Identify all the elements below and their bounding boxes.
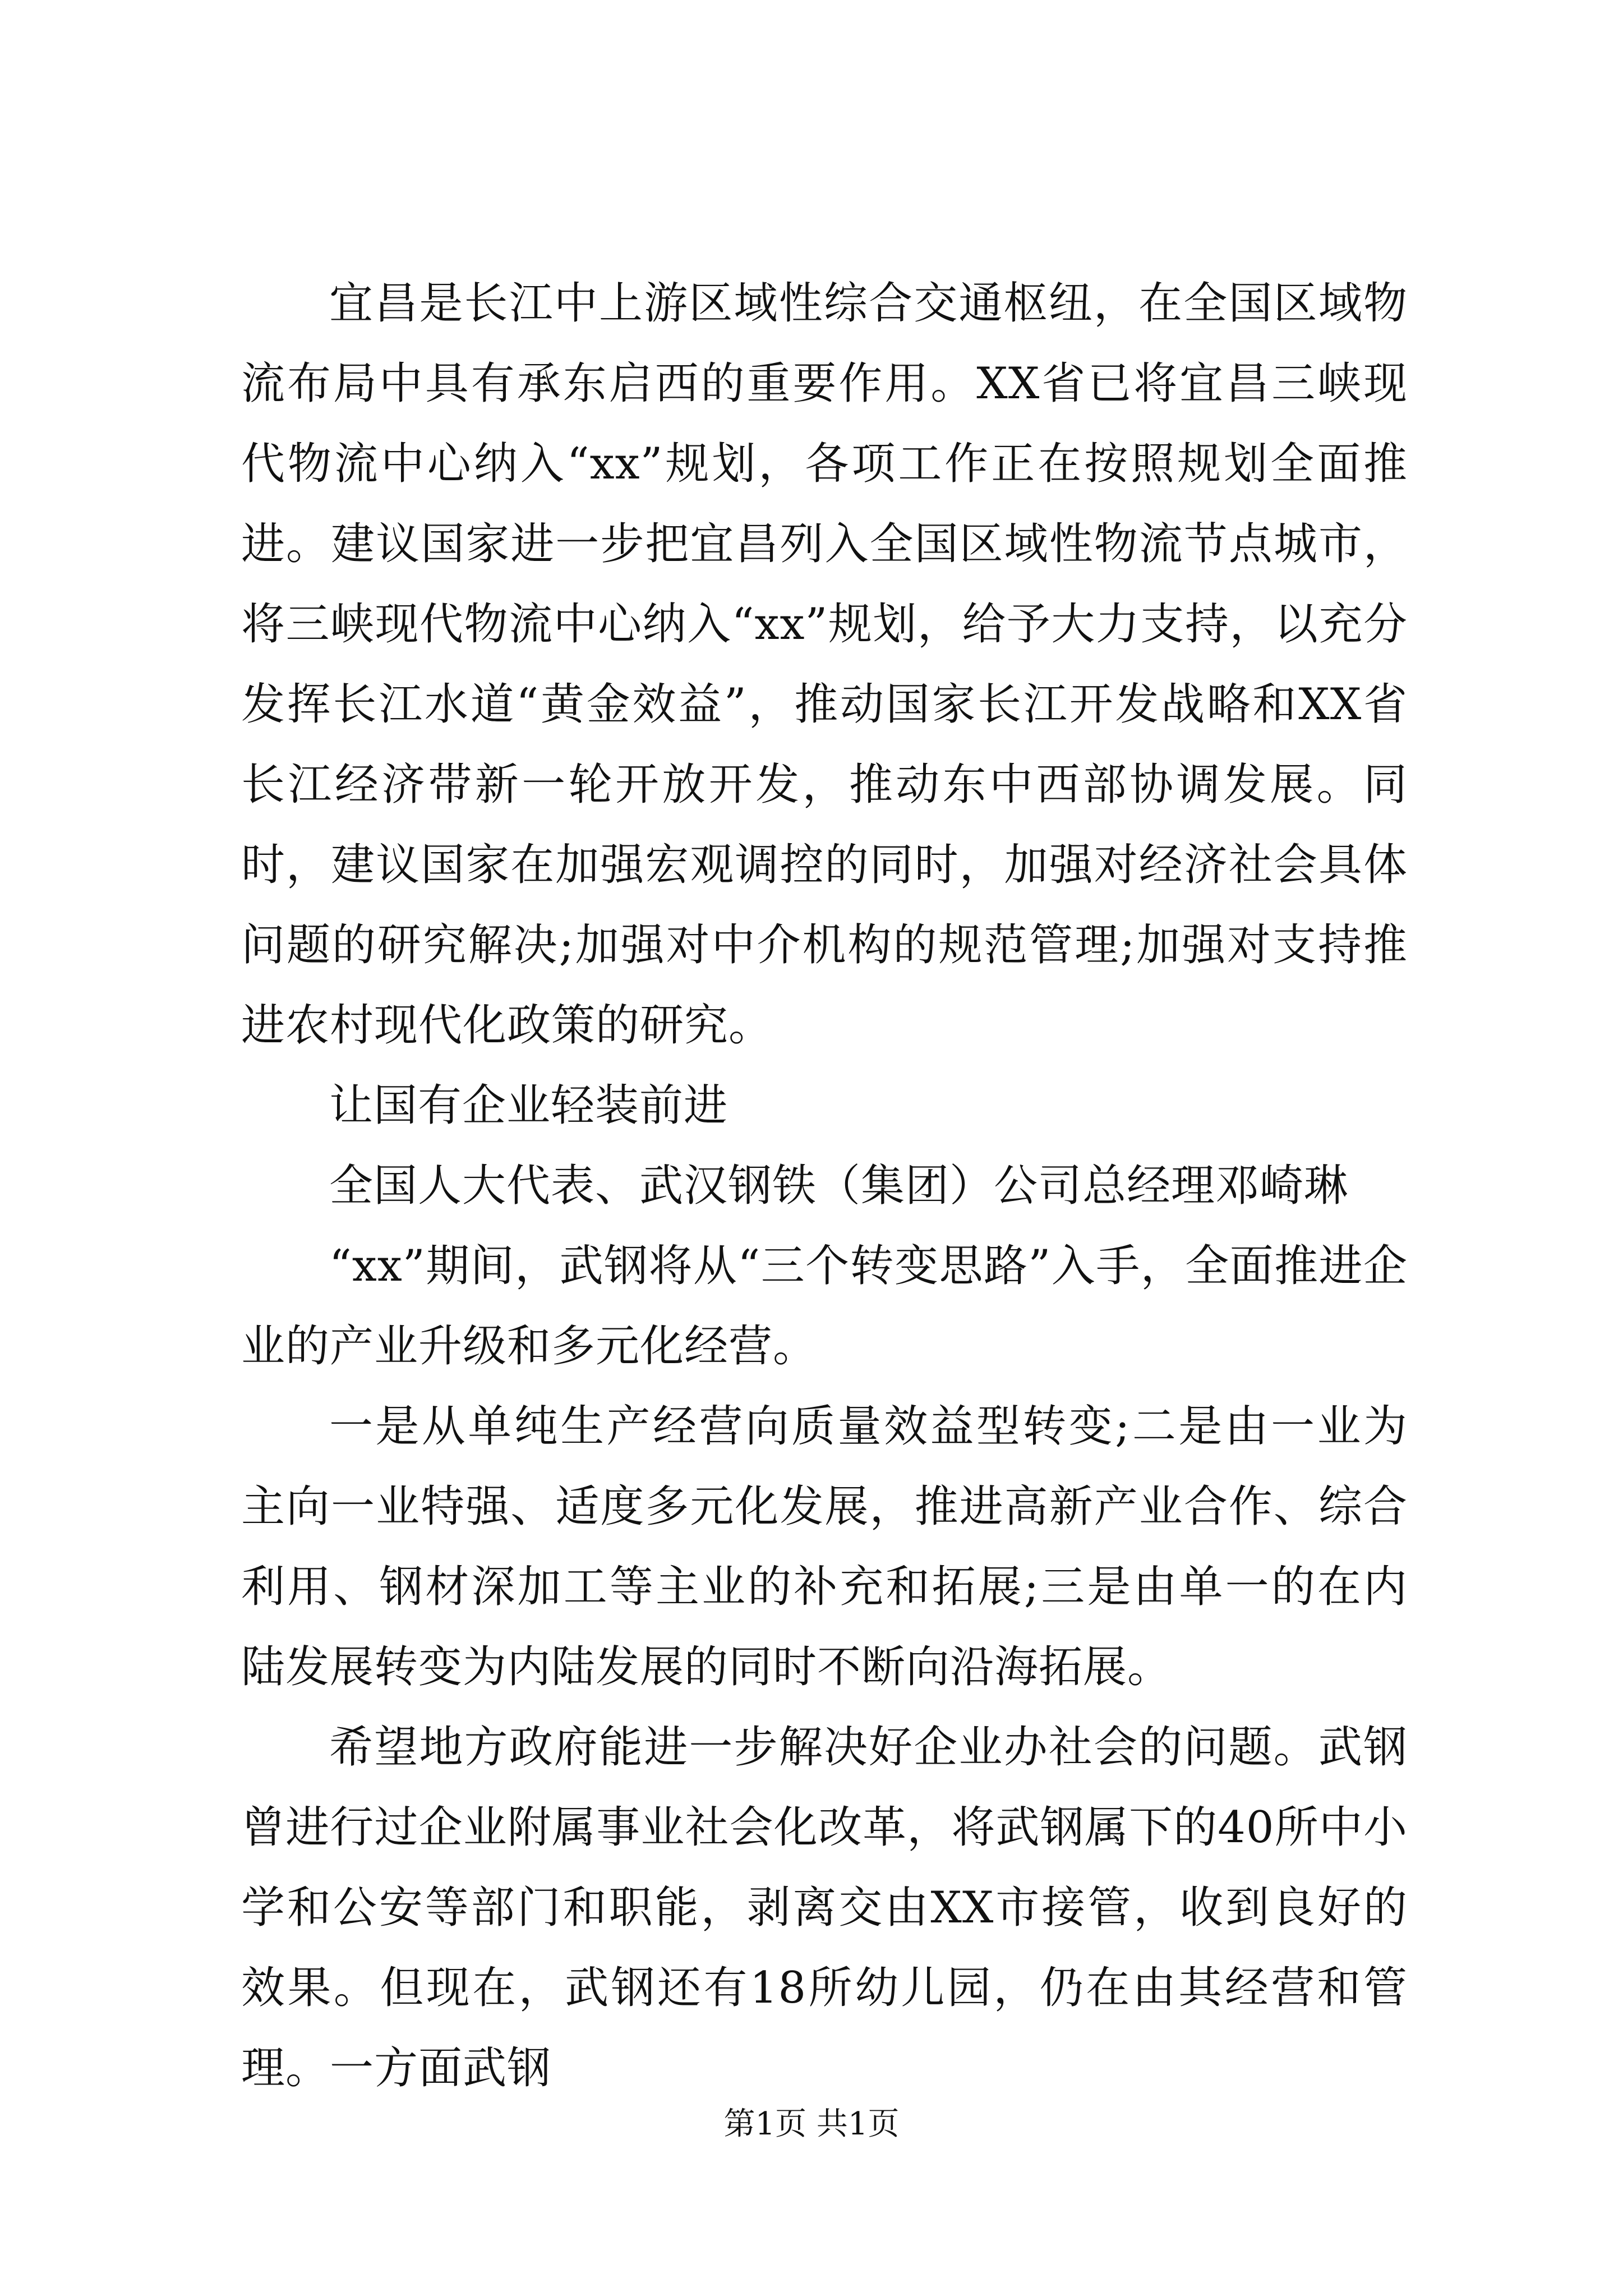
paragraph-three-transformations: 一是从单纯生产经营向质量效益型转变;二是由一业为主向一业特强、适度多元化发展，推进高新产业合作、综合利用、钢材深加工等主业的补充和拓展;三是由单一的在内陆发展转变为内陆发展的同时不断向沿海拓展。: [241, 1401, 1408, 1692]
paragraph-three-transformations-intro: “xx”期间，武钢将从“三个转变思路”入手，全面推进企业的产业升级和多元化经营。: [241, 1241, 1408, 1372]
section-heading: 让国有企业轻装前进: [329, 1080, 728, 1131]
speaker-byline: 全国人大代表、武汉钢铁（集团）公司总经理邓崎琳: [329, 1161, 1349, 1211]
paragraph-social-functions: 希望地方政府能进一步解决好企业办社会的问题。武钢曾进行过企业附属事业社会化改革，将武钢属下的40所中小学和公安等部门和职能，剥离交由XX市接管，收到良好的效果。但现在，武钢还有18所幼儿园，仍在由其经营和管理。一方面武钢: [241, 1722, 1408, 2093]
page-footer: 第1页 共1页: [723, 2106, 900, 2142]
document-body: [241, 264, 1408, 2109]
paragraph-logistics-hub: 宜昌是长江中上游区域性综合交通枢纽，在全国区域物流布局中具有承东启西的重要作用。XX省已将宜昌三峡现代物流中心纳入“xx”规划，各项工作正在按照规划全面推进。建议国家进一步把宜昌列入全国区域性物流节点城市，将三峡现代物流中心纳入“xx”规划，给予大力支持，以充分发挥长江水道“黄金效益”，推动国家长江开发战略和XX省长江经济带新一轮开放开发，推动东中西部协调发展。同时，建议国家在加强宏观调控的同时，加强对经济社会具体问题的研究解决;加强对中介机构的规范管理;加强对支持推进农村现代化政策的研究。: [241, 278, 1408, 1051]
